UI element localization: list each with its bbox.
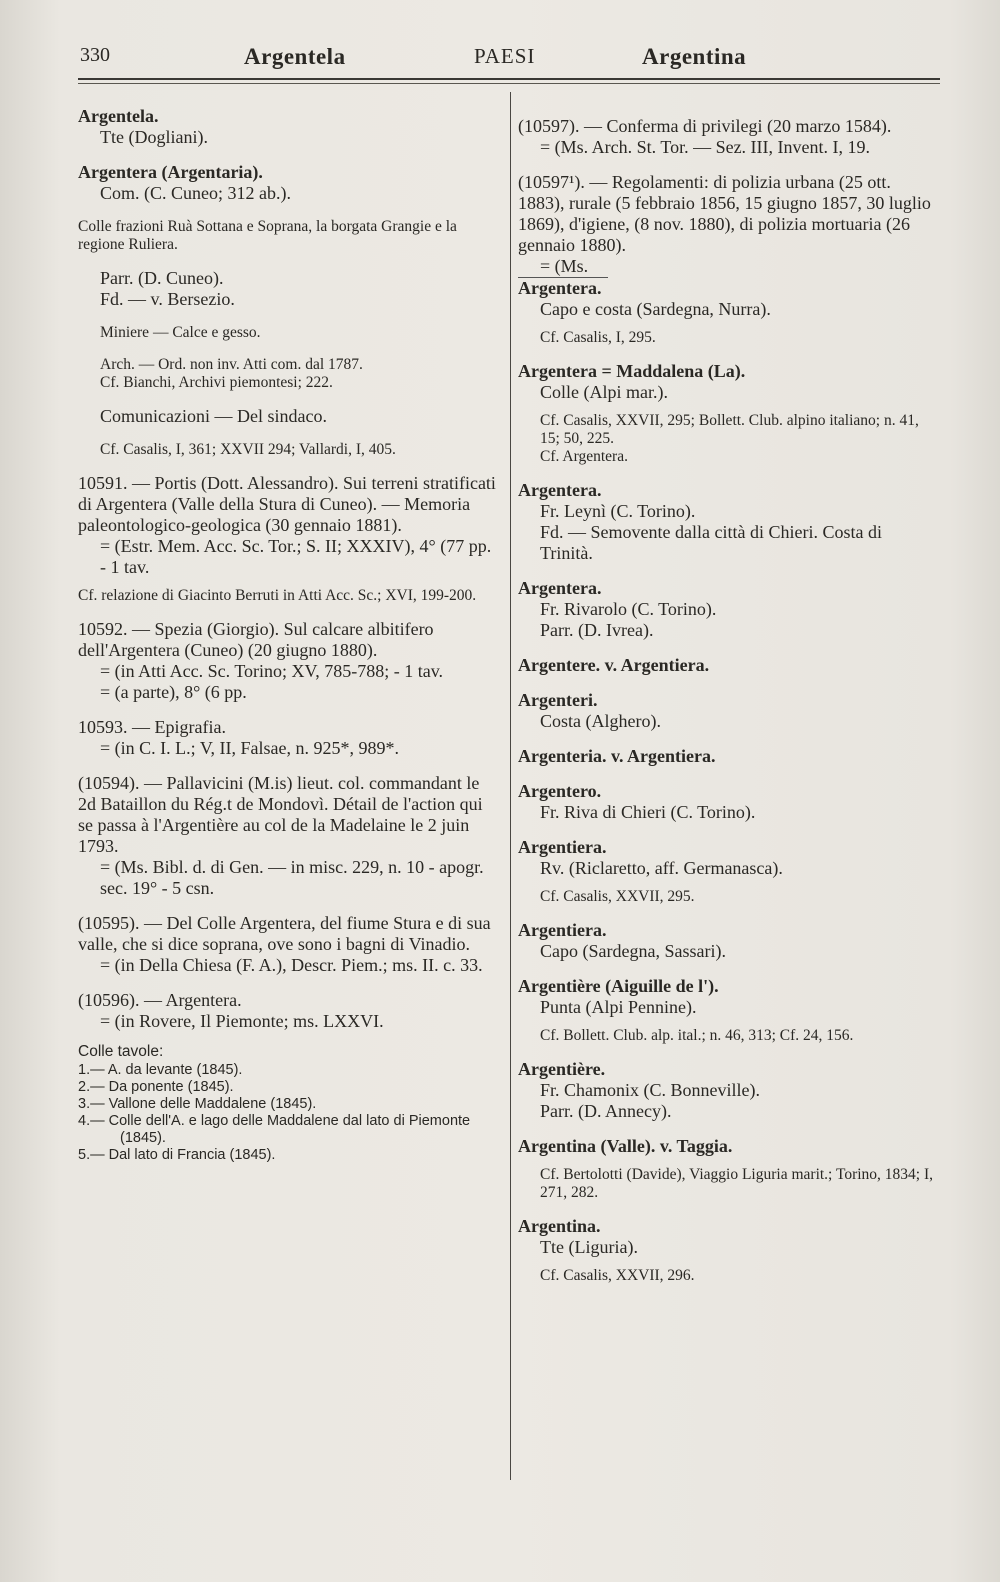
record-detail: = (in Rovere, Il Piemonte; ms. LXXVI. (100, 1011, 384, 1031)
entry-line: Fd. — Semovente dalla città di Chieri. Costa di Trinità. (540, 522, 882, 563)
left-column (78, 106, 498, 1164)
entry-line: Colle (Alpi mar.). (540, 382, 668, 402)
record-10595: (10595). — Del Colle Argentera, del fiume Stura e di sua valle, che si dice soprana, ove sono i bagni di Vinadio. (78, 913, 491, 954)
entry-heading: Argentera. (518, 278, 602, 298)
entry-cf: Cf. Argentera. (540, 448, 628, 465)
entry-heading: Argentière (Aiguille de l'). (518, 976, 719, 996)
record-detail: = (in C. I. L.; V, II, Falsae, n. 925*, 989*. (100, 738, 399, 758)
entry-cf: Cf. Bertolotti (Davide), Viaggio Liguria marit.; Torino, 1834; I, 271, 282. (540, 1166, 934, 1201)
entry-heading: Argenteri. (518, 690, 598, 710)
header-rule-thick (78, 78, 940, 80)
plate-item: 3.— Vallone delle Maddalene (1845). (78, 1096, 317, 1112)
entry-heading: Argentela. (78, 106, 159, 126)
entry-heading: Argentera. (518, 480, 602, 500)
entry-line: Tte (Dogliani). (100, 127, 208, 147)
record-10592: 10592. — Spezia (Giorgio). Sul calcare albitifero dell'Argentera (Cuneo) (20 giugno 1880). (78, 619, 434, 660)
record-10597-1: (10597¹). — Regolamenti: di polizia urbana (25 ott. 1883), rurale (5 febbraio 1856, 15 giugno 1857, 30 luglio 1869), d'igiene, (8 nov. 1880), di polizia mortuaria (26 gennaio 1880). (518, 172, 931, 255)
entry-heading: Argenteria. v. Argentiera. (518, 746, 716, 766)
entry-line: Parr. (D. Annecy). (540, 1101, 672, 1121)
entry-line: Parr. (D. Cuneo). (100, 268, 224, 288)
entry-line: Parr. (D. Ivrea). (540, 620, 654, 640)
record-10597: (10597). — Conferma di privilegi (20 marzo 1584). (518, 116, 892, 136)
entry-cf: Cf. Casalis, XXVII, 296. (540, 1267, 695, 1284)
record-detail: = (Ms. Arch. St. Tor. — Sez. III, Invent. I, 19. (540, 137, 871, 157)
column-divider (510, 92, 511, 1480)
entry-line: Arch. — Ord. non inv. Atti com. dal 1787. (100, 356, 363, 373)
right-column (518, 116, 938, 1285)
left-headword: Argentela (244, 44, 346, 69)
record-detail: = (in Atti Acc. Sc. Torino; XV, 785-788; - 1 tav. (100, 661, 444, 681)
plate-item: 5.— Dal lato di Francia (1845). (78, 1147, 276, 1163)
entry-line: Fr. Rivarolo (C. Torino). (540, 599, 717, 619)
entry-line: Miniere — Calce e gesso. (100, 324, 261, 341)
record-detail: = (in Della Chiesa (F. A.), Descr. Piem.; ms. II. c. 33. (100, 955, 483, 975)
entry-note: Colle frazioni Ruà Sottana e Soprana, la borgata Grangie e la regione Ruliera. (78, 218, 457, 253)
record-detail: = (Ms. (540, 256, 589, 276)
page-number: 330 (80, 44, 110, 66)
plate-item: 1.— A. da levante (1845). (78, 1062, 243, 1078)
plate-item: 2.— Da ponente (1845). (78, 1079, 234, 1095)
entry-line: Cf. Casalis, I, 361; XXVII 294; Vallardi, I, 405. (100, 441, 396, 458)
entry-cf: Cf. Casalis, I, 295. (540, 329, 656, 346)
record-10594: (10594). — Pallavicini (M.is) lieut. col. commandant le 2d Bataillon du Rég.t de Mondovì. Détail de l'action qui se passa à l'Argentière au col de la Madelaine le 2 juin 1793. (78, 773, 483, 856)
record-note: Cf. relazione di Giacinto Berruti in Atti Acc. Sc.; XVI, 199-200. (78, 587, 477, 604)
entry-line: Fr. Riva di Chieri (C. Torino). (540, 802, 756, 822)
entry-line: Capo e costa (Sardegna, Nurra). (540, 299, 771, 319)
entry-heading: Argentero. (518, 781, 602, 801)
entry-heading: Argentera = Maddalena (La). (518, 361, 746, 381)
plates-heading: Colle tavole: (78, 1043, 164, 1060)
entry-heading: Argentera (Argentaria). (78, 162, 263, 182)
running-header (0, 38, 1000, 88)
entry-line: Punta (Alpi Pennine). (540, 997, 697, 1017)
entry-line: Fr. Chamonix (C. Bonneville). (540, 1080, 760, 1100)
entry-heading: Argentière. (518, 1059, 606, 1079)
plate-item: 4.— Colle dell'A. e lago delle Maddalene dal lato di Piemonte (1845). (78, 1113, 471, 1146)
entry-line: Com. (C. Cuneo; 312 ab.). (100, 183, 291, 203)
entry-heading: Argentiera. (518, 920, 607, 940)
record-10596: (10596). — Argentera. (78, 990, 242, 1010)
entry-line: Comunicazioni — Del sindaco. (100, 406, 327, 426)
entry-line: Tte (Liguria). (540, 1237, 638, 1257)
right-headword: Argentina (642, 44, 747, 69)
entry-line: Capo (Sardegna, Sassari). (540, 941, 726, 961)
entry-line: Costa (Alghero). (540, 711, 661, 731)
record-10591: 10591. — Portis (Dott. Alessandro). Sui terreni stratificati di Argentera (Valle della Stura di Cuneo). — Memoria paleontologico-geologica (30 gennaio 1881). (78, 473, 496, 535)
entry-heading: Argentera. (518, 578, 602, 598)
entry-heading: Argentere. v. Argentiera. (518, 655, 710, 675)
entry-heading: Argentina (Valle). v. Taggia. (518, 1136, 733, 1156)
header-rule-thin (78, 83, 940, 84)
entry-line: Rv. (Riclaretto, aff. Germanasca). (540, 858, 783, 878)
record-10593: 10593. — Epigrafia. (78, 717, 226, 737)
entry-heading: Argentina. (518, 1216, 601, 1236)
entry-line: Fd. — v. Bersezio. (100, 289, 235, 309)
entry-cf: Cf. Bollett. Club. alp. ital.; n. 46, 313; Cf. 24, 156. (540, 1027, 854, 1044)
record-detail: = (Ms. Bibl. d. di Gen. — in misc. 229, n. 10 - apogr. sec. 19° - 5 csn. (100, 857, 484, 898)
record-detail: = (Estr. Mem. Acc. Sc. Tor.; S. II; XXXIV), 4° (77 pp. - 1 tav. (100, 536, 492, 577)
section-title: PAESI (474, 44, 536, 68)
entry-cf: Cf. Casalis, XXVII, 295; Bollett. Club. alpino italiano; n. 41, 15; 50, 225. (540, 412, 919, 447)
entry-cf: Cf. Casalis, XXVII, 295. (540, 888, 695, 905)
record-detail: = (a parte), 8° (6 pp. (100, 682, 247, 702)
entry-line: Cf. Bianchi, Archivi piemontesi; 222. (100, 374, 333, 391)
entry-line: Fr. Leynì (C. Torino). (540, 501, 696, 521)
entry-heading: Argentiera. (518, 837, 607, 857)
